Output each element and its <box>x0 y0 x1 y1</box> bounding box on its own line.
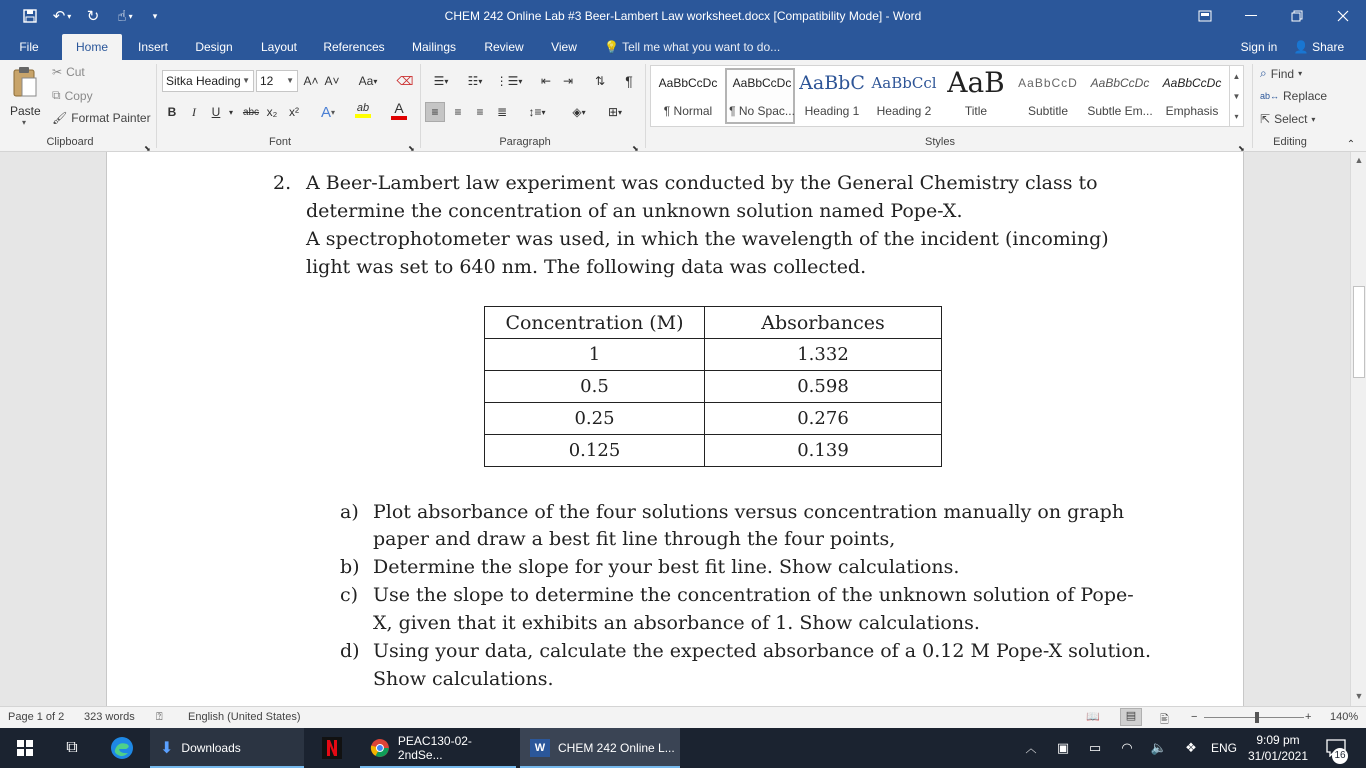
chevron-down-icon: ▾ <box>478 76 483 86</box>
style-name: Heading 2 <box>876 104 932 118</box>
copy-icon: ⧉ <box>52 88 61 102</box>
table-cell: 0.598 <box>705 371 942 403</box>
select-label: Select <box>1274 112 1308 126</box>
paint-bucket-icon: ◈ <box>572 105 582 119</box>
scroll-up-icon[interactable]: ▲ <box>1354 155 1364 165</box>
font-size-value: 12 <box>260 74 274 88</box>
cut-button[interactable] <box>52 65 85 79</box>
style-heading-1[interactable] <box>797 68 867 124</box>
align-center-icon[interactable]: ≡ <box>454 105 462 119</box>
paragraph-launcher-icon[interactable]: ⬊ <box>632 143 639 153</box>
style-emphasis[interactable] <box>1157 68 1227 124</box>
netflix-icon[interactable] <box>318 728 346 768</box>
taskbar-app-chrome[interactable] <box>360 728 516 768</box>
touch-mode-icon[interactable]: ☝ ▾ <box>117 8 133 25</box>
word-count[interactable]: 323 words <box>84 711 135 723</box>
highlight-swatch <box>355 114 371 118</box>
chrome-icon <box>370 738 390 758</box>
part-line: Show calculations. <box>373 668 554 690</box>
collapse-ribbon-icon[interactable]: ⌃ <box>1346 138 1356 150</box>
search-icon: ⌕ <box>1260 66 1267 80</box>
style-name: Heading 1 <box>804 104 860 118</box>
show-formatting-button[interactable]: ¶ <box>625 73 633 89</box>
dropbox-icon[interactable]: ❖ <box>1185 740 1197 755</box>
tab-view[interactable]: View <box>551 40 577 54</box>
shrink-font-button[interactable]: A˅ <box>324 74 340 88</box>
styles-group-label: Styles <box>925 136 955 148</box>
text-effects-button[interactable] <box>316 102 340 122</box>
part-label: b) <box>340 556 360 578</box>
grow-font-button[interactable]: A˄ <box>303 74 319 88</box>
format-painter-button[interactable] <box>52 111 151 125</box>
read-mode-icon[interactable]: 📖 <box>1086 711 1100 723</box>
table-header-cell: Absorbances <box>705 307 942 339</box>
windows-taskbar <box>0 728 1366 768</box>
zoom-in-icon[interactable]: + <box>1305 711 1312 723</box>
style-name: Subtle Em... <box>1087 104 1153 118</box>
replace-label: Replace <box>1283 89 1328 103</box>
table-row <box>485 339 942 371</box>
tab-insert[interactable]: Insert <box>137 40 168 54</box>
copy-label: Copy <box>64 88 93 103</box>
language-status[interactable]: English (United States) <box>188 711 301 723</box>
divider <box>156 64 157 148</box>
part-label: a) <box>340 501 359 523</box>
customize-toolbar-icon[interactable]: ▾ <box>152 10 158 21</box>
style-title[interactable] <box>941 68 1011 124</box>
decrease-indent-icon[interactable]: ⇤ <box>540 74 552 88</box>
numbered-list-icon: ☷ <box>467 74 479 88</box>
share-label: Share <box>1312 40 1345 54</box>
paragraph-line: A spectrophotometer was used, in which the wavelength of the incident (incoming) <box>306 228 1109 250</box>
font-color-swatch <box>391 116 407 120</box>
download-arrow-icon: ⬇ <box>160 740 174 757</box>
word-icon: W <box>530 739 550 757</box>
style-preview: AaBbC <box>799 72 865 94</box>
status-bar <box>0 706 1366 728</box>
battery-icon[interactable]: ▭ <box>1088 740 1102 755</box>
superscript-button[interactable]: x² <box>289 105 299 119</box>
line-spacing-button[interactable] <box>524 102 550 122</box>
replace-icon: ab↔ <box>1260 91 1280 101</box>
style-name: ¶ No Spac... <box>729 104 795 118</box>
highlight-label: ab <box>356 102 370 114</box>
style-no-spacing[interactable] <box>725 68 795 124</box>
font-size-combo[interactable] <box>256 70 298 92</box>
increase-indent-icon[interactable]: ⇥ <box>562 74 574 88</box>
font-name-value: Sitka Heading <box>166 74 241 88</box>
style-name: Subtitle <box>1027 104 1069 118</box>
chevron-down-icon: ▼ <box>286 76 294 85</box>
part-label: d) <box>340 640 360 662</box>
notification-count-badge: 16 <box>1332 748 1348 764</box>
chevron-down-icon: ▾ <box>444 76 449 86</box>
strikethrough-button[interactable]: abc <box>242 106 260 118</box>
table-row <box>485 371 942 403</box>
align-right-icon[interactable]: ≡ <box>476 105 484 119</box>
taskbar-app-word[interactable] <box>520 728 680 768</box>
clipboard-group-label: Clipboard <box>46 136 94 148</box>
line-spacing-icon: ↕≡ <box>528 105 542 119</box>
ribbon-tab-row <box>0 34 1366 60</box>
style-normal[interactable] <box>653 68 723 124</box>
clipboard-launcher-icon[interactable]: ⬊ <box>144 143 151 153</box>
table-cell: 0.25 <box>485 403 705 435</box>
style-preview: AaB <box>947 66 1005 99</box>
bullets-button[interactable] <box>426 71 456 91</box>
paragraph-line: light was set to 640 nm. The following data was collected. <box>306 256 867 278</box>
part-line: Using your data, calculate the expected absorbance of a 0.12 M Pope-X solution. <box>373 640 1152 662</box>
data-table <box>484 306 942 467</box>
editing-group-label: Editing <box>1273 136 1307 148</box>
style-subtitle[interactable] <box>1013 68 1083 124</box>
window-title: CHEM 242 Online Lab #3 Beer-Lambert Law worksheet.docx [Compatibility Mode] - Word <box>444 9 922 23</box>
italic-button[interactable]: I <box>192 104 196 119</box>
windows-start-icon[interactable] <box>14 728 36 768</box>
wifi-icon[interactable]: ◠ <box>1121 740 1133 755</box>
scroll-thumb[interactable] <box>1353 286 1365 378</box>
tab-layout[interactable]: Layout <box>260 40 298 54</box>
text-effects-label: A <box>320 103 331 121</box>
style-preview: AaBbCcDc <box>658 76 718 90</box>
paragraph-group-label: Paragraph <box>499 136 551 148</box>
font-name-combo[interactable] <box>162 70 254 92</box>
clock-date: 31/01/2021 <box>1247 749 1309 763</box>
font-launcher-icon[interactable]: ⬊ <box>408 143 415 153</box>
paste-button[interactable] <box>6 64 46 130</box>
justify-icon[interactable]: ≣ <box>496 105 508 119</box>
table-cell: 0.5 <box>485 371 705 403</box>
align-left-icon[interactable]: ≡ <box>425 102 445 122</box>
tab-home[interactable]: Home <box>62 34 122 60</box>
chevron-down-icon: ▾ <box>518 76 523 86</box>
undo-icon[interactable]: ↶ ▾ <box>52 8 72 25</box>
taskbar-app-label: CHEM 242 Online L... <box>558 741 675 755</box>
chevron-down-icon: ▾ <box>618 107 623 117</box>
taskbar-app-label: PEAC130-02-2ndSe... <box>397 734 472 762</box>
format-painter-label: Format Painter <box>71 111 151 125</box>
styles-scroll-up-icon[interactable]: ▲ <box>1229 66 1243 86</box>
table-row <box>485 435 942 467</box>
sort-icon[interactable]: ⇅ <box>594 74 606 88</box>
table-cell: 1 <box>485 339 705 371</box>
multilevel-list-button[interactable] <box>494 71 524 91</box>
tab-design[interactable]: Design <box>195 40 233 54</box>
title-bar <box>0 0 1366 34</box>
table-row <box>485 403 942 435</box>
part-label: c) <box>340 584 359 606</box>
task-view-icon[interactable]: ⧉ <box>66 739 78 756</box>
chevron-down-icon: ▾ <box>581 107 586 117</box>
chevron-down-icon: ▾ <box>1311 114 1316 124</box>
lightbulb-icon: 💡 <box>604 40 619 54</box>
part-line: Plot absorbance of the four solutions versus concentration manually on graph <box>373 501 1125 523</box>
ribbon-display-options-icon[interactable] <box>1182 0 1228 32</box>
shading-button[interactable] <box>564 102 594 122</box>
chevron-down-icon: ▾ <box>1298 69 1303 78</box>
find-label: Find <box>1270 66 1295 81</box>
styles-more-icon[interactable]: ▾ <box>1229 106 1243 126</box>
divider <box>420 64 421 148</box>
clear-formatting-icon[interactable]: ⌫ <box>396 74 414 88</box>
document-area <box>0 152 1350 706</box>
styles-gallery <box>650 65 1244 127</box>
highlight-color-button[interactable] <box>348 100 378 120</box>
styles-launcher-icon[interactable]: ⬊ <box>1238 143 1245 153</box>
paste-dropdown-icon: ▾ <box>22 118 27 127</box>
zoom-out-icon[interactable]: − <box>1191 711 1198 723</box>
ribbon-home <box>0 60 1366 152</box>
table-cell: 0.125 <box>485 435 705 467</box>
redo-icon[interactable]: ↻ <box>86 8 100 25</box>
bold-button[interactable]: B <box>167 105 177 119</box>
multilevel-list-icon: ⋮☰ <box>495 74 519 88</box>
tab-references[interactable]: References <box>323 40 385 54</box>
divider <box>1252 64 1253 148</box>
zoom-level[interactable]: 140% <box>1330 711 1359 723</box>
chevron-down-icon: ▾ <box>541 107 546 117</box>
change-case-button[interactable] <box>352 71 384 91</box>
question-number: 2. <box>273 172 292 194</box>
table-header-cell: Concentration (M) <box>485 307 705 339</box>
meet-now-icon[interactable]: ▣ <box>1056 740 1070 755</box>
find-button[interactable] <box>1260 66 1302 81</box>
person-icon: 👤 <box>1293 40 1309 54</box>
print-layout-icon[interactable]: ▤ <box>1120 708 1142 726</box>
taskbar-app-label: Downloads <box>181 741 241 755</box>
clock-time: 9:09 pm <box>1256 733 1300 747</box>
save-icon[interactable] <box>20 6 40 26</box>
style-subtle-emphasis[interactable] <box>1085 68 1155 124</box>
page-count[interactable]: Page 1 of 2 <box>8 711 65 723</box>
zoom-slider-thumb[interactable] <box>1255 712 1259 723</box>
borders-icon: ⊞ <box>607 105 619 119</box>
style-preview: AaBbCcDc <box>732 76 792 90</box>
numbering-button[interactable] <box>460 71 490 91</box>
close-button[interactable] <box>1320 0 1366 32</box>
zoom-slider[interactable] <box>1204 717 1304 718</box>
table-cell: 0.139 <box>705 435 942 467</box>
table-cell: 1.332 <box>705 339 942 371</box>
tell-me-text: Tell me what you want to do... <box>622 40 781 54</box>
part-line: X, given that it exhibits an absorbance of 1. Show calculations. <box>373 612 980 634</box>
font-color-label: A <box>394 100 404 116</box>
proofing-icon[interactable]: ⍰ <box>156 711 163 723</box>
cursor-arrow-icon: ⇱ <box>1260 112 1271 126</box>
scissors-icon: ✂ <box>52 65 63 79</box>
scroll-down-icon[interactable]: ▼ <box>1354 691 1364 701</box>
table-header-row <box>485 307 942 339</box>
borders-button[interactable] <box>600 102 630 122</box>
tell-me-search[interactable] <box>604 34 794 60</box>
vertical-scrollbar[interactable] <box>1350 152 1366 706</box>
copy-button[interactable] <box>52 88 93 103</box>
style-name: Emphasis <box>1165 104 1219 118</box>
style-name: Title <box>964 104 988 118</box>
share-button[interactable] <box>1290 34 1348 60</box>
sign-in-link[interactable]: Sign in <box>1240 40 1278 54</box>
tab-mailings[interactable]: Mailings <box>411 40 456 54</box>
paragraph-line: A Beer-Lambert law experiment was conducted by the General Chemistry class to <box>306 172 1098 194</box>
taskbar-app-downloads[interactable] <box>150 728 304 768</box>
style-name: ¶ Normal <box>663 104 713 118</box>
bullet-list-icon: ☰ <box>433 74 445 88</box>
select-button[interactable] <box>1260 112 1315 126</box>
underline-button[interactable]: U <box>211 105 221 119</box>
part-line: paper and draw a best fit line through the four points, <box>373 528 896 550</box>
chevron-down-icon: ▼ <box>242 76 250 85</box>
clock[interactable] <box>1244 728 1312 768</box>
style-preview: AaBbCcDc <box>1090 76 1150 90</box>
part-line: Determine the slope for your best fit line. Show calculations. <box>373 556 960 578</box>
font-group-label: Font <box>268 136 291 148</box>
tab-file[interactable]: File <box>19 40 39 54</box>
font-color-button[interactable] <box>384 100 414 120</box>
table-cell: 0.276 <box>705 403 942 435</box>
chevron-down-icon: ▾ <box>331 107 336 117</box>
web-layout-icon[interactable]: 🖹 <box>1160 714 1169 726</box>
edge-browser-icon[interactable] <box>108 728 136 768</box>
tab-review[interactable]: Review <box>484 40 524 54</box>
paintbrush-icon: 🖌 <box>52 111 68 125</box>
minimize-button[interactable] <box>1228 0 1274 32</box>
style-preview: AaBbCcl <box>871 74 937 92</box>
replace-button[interactable] <box>1260 89 1327 103</box>
document-page[interactable] <box>106 152 1244 706</box>
style-heading-2[interactable] <box>869 68 939 124</box>
subscript-button[interactable]: x₂ <box>266 105 278 119</box>
change-case-label: Aa <box>358 74 374 88</box>
part-line: Use the slope to determine the concentration of the unknown solution of Pope- <box>373 584 1134 606</box>
chevron-down-icon: ▾ <box>373 76 378 86</box>
paste-label: Paste <box>10 104 41 118</box>
restore-button[interactable] <box>1274 0 1320 32</box>
paragraph-line: determine the concentration of an unknown solution named Pope-X. <box>306 200 963 222</box>
cut-label: Cut <box>66 65 85 79</box>
divider <box>645 64 646 148</box>
input-language[interactable]: ENG <box>1210 741 1237 755</box>
volume-icon[interactable]: 🔈 <box>1150 740 1168 755</box>
style-preview: AaBbCcDc <box>1162 76 1222 90</box>
style-preview: AaBbCcD <box>1018 76 1078 90</box>
styles-scroll-down-icon[interactable]: ▼ <box>1229 86 1243 106</box>
underline-dropdown-icon[interactable]: ▾ <box>228 107 233 117</box>
show-hidden-icons-icon[interactable]: ︿ <box>1025 743 1037 755</box>
